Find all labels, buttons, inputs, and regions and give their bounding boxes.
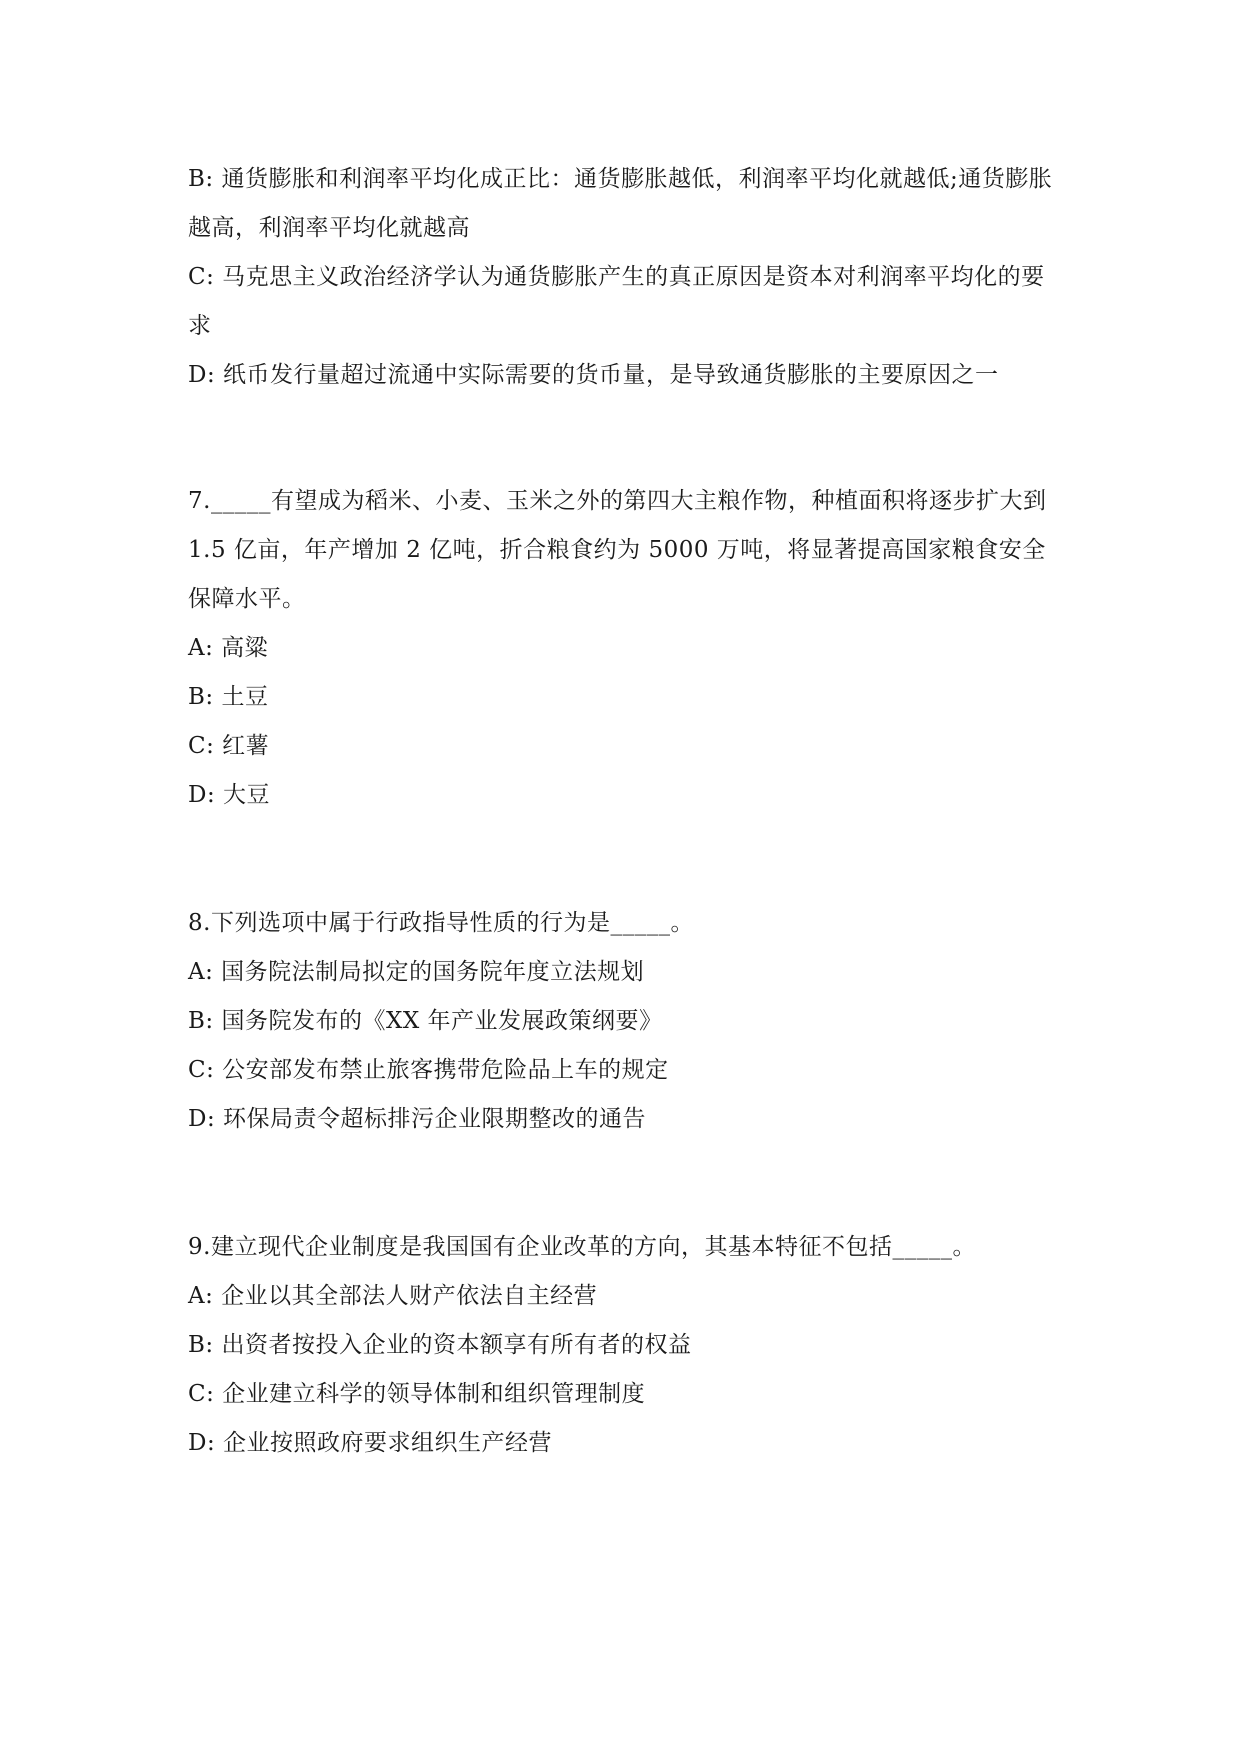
document-page [188, 155, 1068, 1468]
q8-option-d: D: 环保局责令超标排污企业限期整改的通告 [188, 1106, 647, 1132]
q9-option-b: B: 出资者按投入企业的资本额享有所有者的权益 [188, 1332, 692, 1358]
q9-option-c: C: 企业建立科学的领导体制和组织管理制度 [188, 1381, 646, 1407]
q7-option-a: A: 高粱 [188, 635, 269, 661]
q6-option-c: C: 马克思主义政治经济学认为通货膨胀产生的真正原因是资本对利润率平均化的要求 [188, 264, 1045, 339]
q7-stem: 7._____有望成为稻米、小麦、玉米之外的第四大主粮作物，种植面积将逐步扩大到 1.5 亿亩，年产增加 2 亿吨，折合粮食约为 5000 万吨，将显著提高国家粮食安全保障水平。 [188, 488, 1047, 612]
q9-stem: 9.建立现代企业制度是我国国有企业改革的方向，其基本特征不包括_____。 [188, 1234, 976, 1260]
question-7 [188, 477, 1068, 820]
q6-option-d: D: 纸币发行量超过流通中实际需要的货币量，是导致通货膨胀的主要原因之一 [188, 362, 999, 388]
q7-option-c: C: 红薯 [188, 733, 270, 759]
q9-option-d: D: 企业按照政府要求组织生产经营 [188, 1430, 553, 1456]
q9-option-a: A: 企业以其全部法人财产依法自主经营 [188, 1283, 598, 1309]
q8-option-b: B: 国务院发布的《XX 年产业发展政策纲要》 [188, 1008, 663, 1034]
question-6-tail [188, 155, 1068, 400]
q6-option-b: B: 通货膨胀和利润率平均化成正比：通货膨胀越低，利润率平均化就越低;通货膨胀越高，利润率平均化就越高 [188, 166, 1053, 241]
q8-option-c: C: 公安部发布禁止旅客携带危险品上车的规定 [188, 1057, 669, 1083]
question-8 [188, 899, 1068, 1144]
question-9 [188, 1223, 1068, 1468]
q7-option-d: D: 大豆 [188, 782, 271, 808]
q8-stem: 8.下列选项中属于行政指导性质的行为是_____。 [188, 910, 694, 936]
q8-option-a: A: 国务院法制局拟定的国务院年度立法规划 [188, 959, 645, 985]
q7-option-b: B: 土豆 [188, 684, 269, 710]
